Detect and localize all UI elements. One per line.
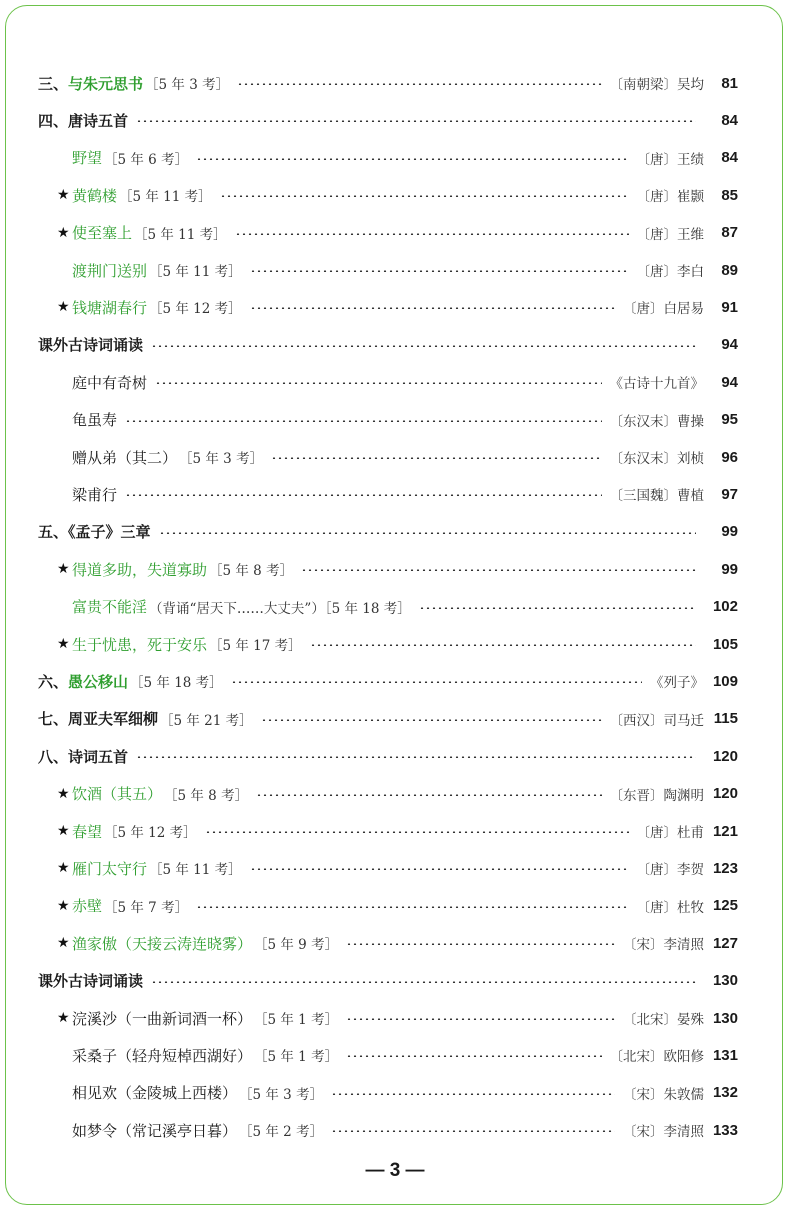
entry-page-number: 133	[712, 1121, 738, 1139]
toc-entry[interactable]	[0, 928, 790, 958]
entry-page-number: 115	[713, 710, 738, 728]
entry-title: 八、诗词五首	[38, 747, 129, 766]
toc-entry[interactable]	[0, 180, 790, 210]
toc-entry[interactable]	[0, 592, 790, 622]
dot-leader	[310, 644, 696, 646]
exam-frequency-note: ［5 年 8 考］	[164, 787, 249, 804]
toc-entry[interactable]	[0, 255, 790, 285]
toc-entry[interactable]	[0, 479, 790, 509]
entry-author: 〔唐〕李贺	[636, 862, 704, 879]
exam-frequency-note: ［5 年 3 考］	[145, 77, 230, 93]
exam-frequency-note: ［5 年 11 考］	[119, 189, 212, 206]
exam-frequency-note: ［5 年 6 考］	[104, 151, 189, 168]
entry-title-highlight: 得道多助，失道寡助	[72, 560, 208, 579]
dot-leader	[261, 719, 602, 721]
exam-frequency-note: ［5 年 17 考］	[209, 638, 302, 654]
entry-author: 〔唐〕王绩	[636, 151, 704, 168]
entry-author: 〔北宋〕晏殊	[623, 1012, 704, 1028]
dot-leader	[155, 382, 601, 384]
entry-author: 〔三国魏〕曹植	[609, 488, 704, 505]
exam-frequency-note: ［5 年 7 考］	[104, 899, 189, 916]
entry-title-highlight: 使至塞上	[72, 224, 133, 243]
dot-leader	[220, 195, 629, 197]
toc-entry[interactable]	[0, 143, 790, 173]
toc-entry[interactable]	[0, 629, 790, 659]
entry-author: 〔唐〕李白	[636, 264, 704, 280]
exam-frequency-note: ［5 年 18 考］	[130, 675, 223, 692]
entry-page-number: 84	[721, 149, 738, 167]
entry-page-number: 130	[712, 1009, 738, 1027]
dot-leader	[125, 420, 601, 422]
entry-page-number: 94	[721, 373, 738, 391]
entry-title-highlight: 渔家傲（天接云涛连晓雾）	[72, 934, 253, 953]
entry-author: 〔唐〕白居易	[623, 301, 704, 318]
toc-entry[interactable]	[0, 105, 790, 135]
entry-title: 五、《孟子》三章	[38, 523, 151, 542]
entry-page-number: 99	[721, 523, 738, 541]
dot-leader	[331, 1130, 615, 1132]
entry-title: 七、周亚夫军细柳	[38, 710, 159, 729]
entry-title: 课外古诗词诵读	[38, 972, 144, 991]
dot-leader	[237, 83, 601, 85]
toc-entry[interactable]	[0, 517, 790, 547]
exam-frequency-note: ［5 年 21 考］	[160, 712, 253, 729]
entry-author: 〔北宋〕欧阳修	[609, 1049, 704, 1066]
entry-title-highlight: 钱塘湖春行	[72, 298, 148, 317]
exam-frequency-note: ［5 年 3 考］	[179, 451, 264, 467]
dot-leader	[331, 1093, 615, 1095]
entry-author: 〔宋〕李清照	[623, 1124, 704, 1141]
entry-page-number: 96	[721, 448, 738, 466]
entry-title: 龟虽寿	[72, 411, 118, 430]
dot-leader	[301, 569, 696, 571]
toc-entry[interactable]	[0, 68, 790, 98]
toc-entry[interactable]	[0, 405, 790, 435]
star-icon: ★	[57, 224, 70, 241]
dot-leader	[136, 120, 696, 122]
dot-leader	[205, 831, 629, 833]
entry-title: 四、唐诗五首	[38, 111, 129, 130]
entry-title-highlight: 愚公移山	[68, 672, 129, 691]
entry-title-highlight: 赤壁	[72, 897, 103, 916]
entry-author: 〔西汉〕司马迁	[609, 712, 704, 729]
entry-title-highlight: 野望	[72, 149, 103, 168]
star-icon: ★	[57, 785, 70, 802]
star-icon: ★	[57, 823, 70, 839]
dot-leader	[346, 1055, 601, 1057]
entry-page-number: 131	[712, 1046, 738, 1064]
entry-page-number: 127	[712, 934, 738, 952]
exam-frequency-note: ［5 年 3 考］	[239, 1086, 324, 1103]
dot-leader	[346, 1018, 615, 1020]
entry-title: 如梦令（常记溪亭日暮）	[72, 1121, 238, 1140]
dot-leader	[136, 756, 696, 758]
entry-title: 赠从弟（其二）	[72, 448, 178, 467]
entry-page-number: 120	[712, 785, 738, 803]
entry-author: 〔东汉末〕刘桢	[609, 451, 704, 467]
dot-leader	[159, 532, 696, 534]
entry-title-highlight: 饮酒（其五）	[72, 785, 163, 804]
entry-title-highlight: 与朱元思书	[68, 74, 144, 93]
toc-entry[interactable]	[0, 779, 790, 809]
toc-entry[interactable]	[0, 704, 790, 734]
entry-title-highlight: 春望	[72, 822, 103, 841]
dot-leader	[250, 868, 629, 870]
toc-entry[interactable]	[0, 218, 790, 248]
entry-page-number: 91	[721, 298, 738, 316]
entry-author: 〔宋〕朱敦儒	[623, 1086, 704, 1103]
dot-leader	[256, 794, 601, 796]
entry-title-highlight: 生于忧患，死于安乐	[72, 635, 208, 654]
entry-page-number: 125	[712, 897, 738, 915]
toc-entry[interactable]	[0, 666, 790, 696]
toc-entry[interactable]	[0, 1078, 790, 1108]
dot-leader	[419, 607, 696, 609]
exam-frequency-note: ［5 年 2 考］	[239, 1124, 324, 1141]
entry-title: 浣溪沙（一曲新词酒一杯）	[72, 1009, 253, 1028]
entry-author: 〔唐〕王维	[636, 226, 704, 243]
toc-entry[interactable]	[0, 442, 790, 472]
entry-author: 〔唐〕杜甫	[636, 825, 704, 841]
entry-title-highlight: 富贵不能淫	[72, 598, 148, 617]
exam-frequency-note: ［5 年 1 考］	[254, 1049, 339, 1066]
star-icon: ★	[57, 935, 70, 952]
toc-entry[interactable]	[0, 853, 790, 883]
entry-page-number: 81	[721, 74, 738, 92]
exam-frequency-note: ［5 年 11 考］	[149, 264, 242, 280]
star-icon: ★	[57, 187, 70, 204]
star-icon: ★	[57, 561, 70, 578]
star-icon: ★	[57, 897, 70, 914]
star-icon: ★	[57, 1010, 70, 1026]
toc-entry[interactable]	[0, 741, 790, 771]
entry-author: 〔唐〕杜牧	[636, 899, 704, 916]
dot-leader	[271, 457, 601, 459]
toc-entry[interactable]	[0, 1040, 790, 1070]
entry-author: 《列子》	[650, 675, 704, 692]
dot-leader	[196, 906, 628, 908]
entry-author: 〔东汉末〕曹操	[609, 413, 704, 430]
exam-frequency-note: ［5 年 11 考］	[134, 226, 227, 243]
exam-frequency-note: ［5 年 9 考］	[254, 937, 339, 954]
dot-leader	[250, 270, 629, 272]
dot-leader	[151, 345, 696, 347]
entry-page-number: 94	[721, 336, 738, 354]
entry-page-number: 102	[712, 598, 738, 616]
exam-frequency-note: ［5 年 8 考］	[209, 563, 294, 580]
entry-page-number: 130	[712, 972, 738, 990]
toc-entry[interactable]	[0, 966, 790, 996]
toc-entry[interactable]	[0, 1003, 790, 1033]
entry-title: 梁甫行	[72, 485, 118, 504]
entry-page-number: 99	[721, 560, 738, 578]
entry-title-highlight: 雁门太守行	[72, 859, 148, 878]
entry-title: 相见欢（金陵城上西楼）	[72, 1084, 238, 1103]
toc-entry[interactable]	[0, 816, 790, 846]
entry-author: 〔东晋〕陶渊明	[609, 787, 704, 804]
dot-leader	[250, 307, 615, 309]
entry-page-number: 123	[712, 859, 738, 877]
entry-title: 采桑子（轻舟短棹西湖好）	[72, 1046, 253, 1065]
entry-page-number: 105	[712, 635, 738, 653]
page-number: — 3 —	[365, 1160, 425, 1181]
dot-leader	[235, 233, 629, 235]
entry-title: 庭中有奇树	[72, 373, 148, 392]
toc-entry[interactable]	[0, 292, 790, 322]
entry-page-number: 120	[712, 747, 738, 765]
dot-leader	[196, 158, 628, 160]
entry-title: 六、	[38, 672, 69, 691]
toc-entry[interactable]	[0, 554, 790, 584]
exam-frequency-note: ［5 年 1 考］	[254, 1012, 339, 1028]
toc-entry[interactable]	[0, 367, 790, 397]
entry-author: 〔南朝梁〕吴均	[609, 77, 704, 93]
toc-entry[interactable]	[0, 1115, 790, 1145]
star-icon: ★	[57, 636, 70, 652]
dot-leader	[125, 494, 601, 496]
toc-entry[interactable]	[0, 330, 790, 360]
entry-page-number: 85	[721, 186, 738, 204]
entry-title: 三、	[38, 74, 69, 93]
entry-page-number: 84	[721, 111, 738, 129]
entry-title-highlight: 渡荆门送别	[72, 261, 148, 280]
entry-title-highlight: 黄鹤楼	[72, 186, 118, 205]
entry-page-number: 95	[721, 411, 738, 429]
dot-leader	[151, 981, 696, 983]
exam-frequency-note: ［5 年 12 考］	[149, 301, 242, 318]
entry-page-number: 87	[721, 224, 738, 242]
entry-author: 《古诗十九首》	[609, 376, 704, 393]
entry-author: 〔宋〕李清照	[623, 937, 704, 954]
entry-page-number: 89	[721, 261, 738, 279]
exam-frequency-note: ［5 年 12 考］	[104, 825, 197, 841]
entry-page-number: 132	[712, 1084, 738, 1102]
star-icon: ★	[57, 299, 70, 316]
dot-leader	[346, 943, 615, 945]
entry-page-number: 121	[712, 822, 738, 840]
entry-page-number: 109	[712, 672, 738, 690]
entry-title: 课外古诗词诵读	[38, 336, 144, 355]
entry-page-number: 97	[721, 485, 738, 503]
entry-author: 〔唐〕崔颢	[636, 189, 704, 206]
star-icon: ★	[57, 860, 70, 877]
exam-frequency-note: （背诵“居天下……大丈夫”）［5 年 18 考］	[149, 600, 411, 617]
exam-frequency-note: ［5 年 11 考］	[149, 862, 242, 879]
dot-leader	[231, 681, 642, 683]
toc-entry[interactable]	[0, 891, 790, 921]
